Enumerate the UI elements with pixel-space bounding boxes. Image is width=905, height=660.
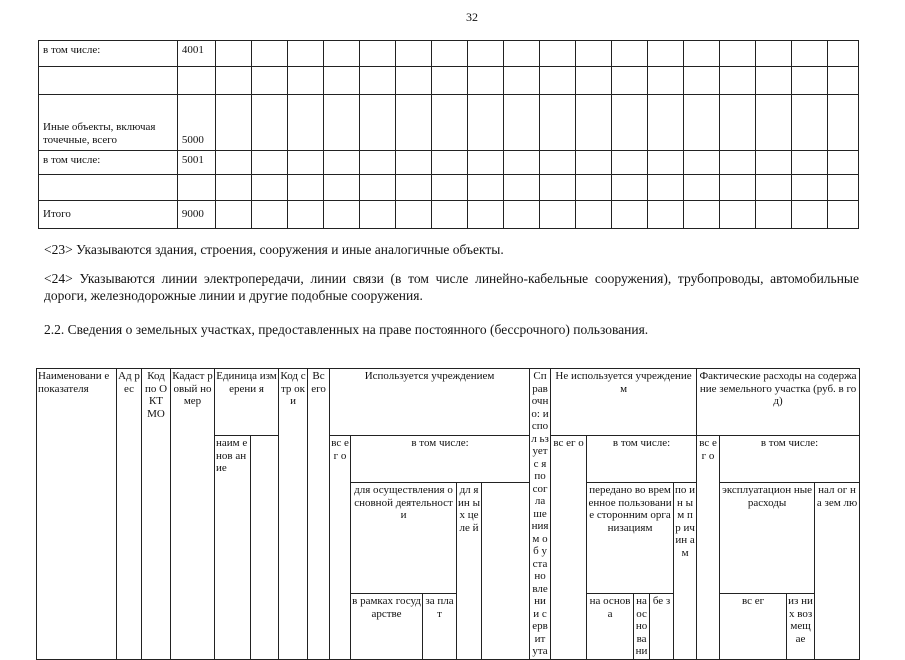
row-label: Итого [39, 201, 178, 229]
footnote-23: <23> Указываются здания, строения, сооружения и иные аналогичные объекты. [44, 242, 504, 257]
header-used-main: для осуществления основной деятельности [351, 483, 457, 594]
header-transferred: передано во временное пользование сторонним организациям [587, 483, 674, 594]
row-code [177, 67, 215, 95]
table-row [39, 201, 859, 229]
header-unit-name: наим енов ание [215, 436, 251, 660]
header-used-total: вс ег о [330, 436, 351, 660]
header-row-code: Код стр оки [279, 369, 308, 660]
header-transferred-free: бе з [650, 594, 674, 660]
header-oktmo: Код по ОКТ МО [142, 369, 171, 660]
table-row [39, 175, 859, 201]
header-costs-total: вс ег о [697, 436, 720, 660]
section-title: 2.2. Сведения о земельных участках, предоставленных на праве постоянного (бессрочного) пользования. [44, 322, 649, 337]
header-used-paid: за плат [423, 594, 457, 660]
row-code: 5001 [177, 151, 215, 175]
table-row [39, 95, 859, 151]
row-code: 5000 [177, 95, 215, 151]
header-cadastral: Кадаст ровый номер [171, 369, 215, 660]
row-label: в том числе: [39, 151, 178, 175]
row-label: в том числе: [39, 41, 178, 67]
header-costs-tax: нал ог на зем лю [815, 483, 860, 660]
footnote-24: <24> Указываются линии электропередачи, линии связи (в том числе линейно-кабельные сооружения), трубопроводы, автомобильные дороги, железнодорожные линии и другие подобные сооружения. [44, 271, 859, 303]
header-costs-operation: эксплуатацион ные расходы [720, 483, 815, 594]
row-label: Иные объекты, включая точечные, всего [39, 95, 178, 151]
header-costs-incl: в том числе: [720, 436, 860, 483]
header-indicator: Наименовани е показателя [37, 369, 117, 660]
objects-table [38, 40, 859, 229]
table-row [39, 67, 859, 95]
header-not-used-incl: в том числе: [587, 436, 697, 483]
row-code: 9000 [177, 201, 215, 229]
table-row [39, 41, 859, 67]
header-address: Ад рес [117, 369, 142, 660]
row-label [39, 67, 178, 95]
row-code [177, 175, 215, 201]
header-used-state: в рамках государстве [351, 594, 423, 660]
header-not-used: Не используется учреждением [551, 369, 697, 436]
row-code: 4001 [177, 41, 215, 67]
land-plots-table [36, 368, 860, 660]
header-costs: Фактические расходы на содержание земельного участка (руб. в год) [697, 369, 860, 436]
header-total: Вс его [308, 369, 330, 660]
table-row [39, 151, 859, 175]
header-ref-servitude: Справ очно: испол ьзуетс я по согла шения м об устано влени и сервит ута [531, 370, 549, 657]
header-costs-op-of: из них возмещае [787, 594, 815, 660]
header-not-used-total: вс ег о [551, 436, 587, 660]
header-used-incl: в том числе: [351, 436, 530, 483]
header-transferred-basis: на основа [587, 594, 634, 660]
header-used-persons: дл я ин ых це ле й [457, 483, 482, 660]
header-unit: Единица измерени я [215, 369, 279, 436]
header-other-reasons: по ин ы м пр ич ин ам [674, 483, 697, 660]
header-transferred-basis2: на основани [634, 594, 650, 660]
page-number: 32 [466, 10, 478, 24]
row-label [39, 175, 178, 201]
header-used: Используется учреждением [330, 369, 530, 436]
header-costs-op-total: вс ег [720, 594, 787, 660]
